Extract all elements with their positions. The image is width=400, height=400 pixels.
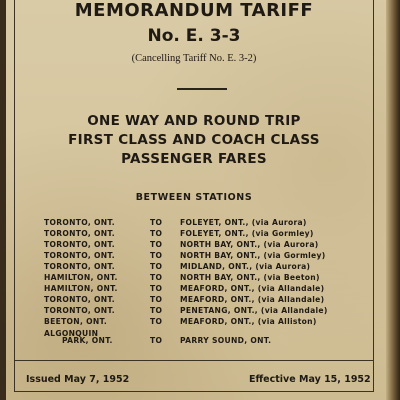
route-to: TO <box>150 229 163 238</box>
route-to: TO <box>150 240 163 249</box>
route-row <box>0 329 400 348</box>
route-origin: TORONTO, ONT. <box>44 218 115 227</box>
route-destination: NORTH BAY, ONT., (via Beeton) <box>180 273 320 282</box>
route-origin: TORONTO, ONT. <box>44 295 115 304</box>
route-origin: HAMILTON, ONT. <box>44 273 118 282</box>
route-to: TO <box>150 295 163 304</box>
route-row <box>0 317 400 329</box>
heading-line-1: ONE WAY AND ROUND TRIP <box>87 113 301 129</box>
route-origin: TORONTO, ONT. <box>44 229 115 238</box>
route-to: TO <box>150 262 163 271</box>
route-destination: FOLEYET, ONT., (via Gormley) <box>180 229 314 238</box>
route-destination: MIDLAND, ONT., (via Aurora) <box>180 262 311 271</box>
route-to: TO <box>150 251 163 260</box>
issued-date: Issued May 7, 1952 <box>26 374 130 385</box>
route-destination: PENETANG, ONT., (via Allandale) <box>180 306 328 315</box>
route-destination: MEAFORD, ONT., (via Allandale) <box>180 284 325 293</box>
route-origin: HAMILTON, ONT. <box>44 284 118 293</box>
route-origin-line-2: PARK, ONT. <box>62 336 113 345</box>
route-destination: NORTH BAY, ONT., (via Aurora) <box>180 240 319 249</box>
heading-line-2: FIRST CLASS AND COACH CLASS <box>68 132 320 148</box>
between-stations-label: BETWEEN STATIONS <box>135 192 253 203</box>
route-to: TO <box>150 273 163 282</box>
route-to: TO <box>150 306 163 315</box>
route-origin: TORONTO, ONT. <box>44 262 115 271</box>
route-origin: TORONTO, ONT. <box>44 251 115 260</box>
route-to: TO <box>150 284 163 293</box>
heading-line-3: PASSENGER FARES <box>121 151 267 167</box>
route-destination: MEAFORD, ONT., (via Allandale) <box>180 295 325 304</box>
route-to: TO <box>150 218 163 227</box>
title-rule <box>177 88 227 90</box>
route-destination: NORTH BAY, ONT., (via Gormley) <box>180 251 326 260</box>
footer-divider <box>14 360 374 361</box>
route-origin: TORONTO, ONT. <box>44 240 115 249</box>
effective-date: Effective May 15, 1952 <box>249 374 371 385</box>
tariff-number: No. E. 3-3 <box>147 26 241 46</box>
route-destination: MEAFORD, ONT., (via Alliston) <box>180 317 317 326</box>
route-destination: PARRY SOUND, ONT. <box>180 336 272 345</box>
cancelling-note: (Cancelling Tariff No. E. 3-2) <box>131 53 257 64</box>
route-origin: TORONTO, ONT. <box>44 306 115 315</box>
route-origin: BEETON, ONT. <box>44 317 108 326</box>
route-origin-line-1: ALGONQUIN <box>44 329 99 338</box>
tariff-title: MEMORANDUM TARIFF <box>74 0 314 21</box>
route-destination: FOLEYET, ONT., (via Aurora) <box>180 218 307 227</box>
route-to: TO <box>150 317 163 326</box>
route-to: TO <box>150 336 163 345</box>
